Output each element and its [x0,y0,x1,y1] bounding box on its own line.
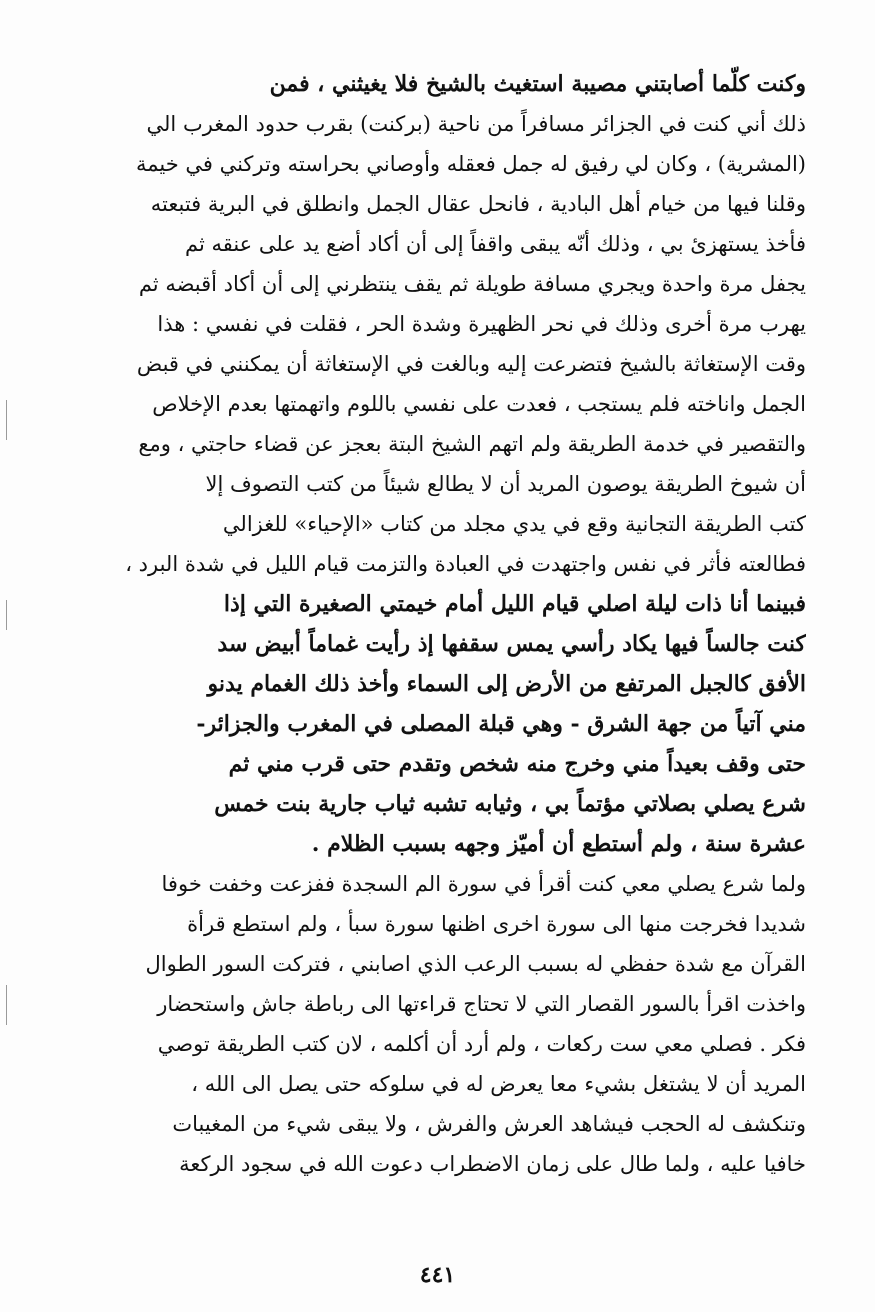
text-line: عشرة سنة ، ولم أستطع أن أميّز وجهه بسبب الظلام . [311,831,806,857]
text-line: فكر . فصلي معي ست ركعات ، ولم أرد أن أكلمه ، لان كتب الطريقة توصي [157,1032,806,1056]
page-number: ٤٤١ [419,1262,456,1288]
body-text [78,64,806,1184]
text-line: كنت جالساً فيها يكاد رأسي يمس سقفها إذ رأيت غماماً أبيض سد [217,631,806,657]
text-line: ولما شرع يصلي معي كنت أقرأ في سورة الم السجدة ففزعت وخفت خوفا [161,872,806,896]
text-line: مني آتياً من جهة الشرق - وهي قبلة المصلى في المغرب والجزائر- [196,711,806,737]
text-line: وكنت كلّما أصابتني مصيبة استغيث بالشيخ فلا يغيثني ، فمن [269,71,806,97]
text-line: وتنكشف له الحجب فيشاهد العرش والفرش ، ولا يبقى شيء من المغيبات [172,1112,806,1136]
text-line: شرع يصلي بصلاتي مؤتماً بي ، وثيابه تشبه ثياب جارية بنت خمس [214,791,806,817]
text-line: والتقصير في خدمة الطريقة ولم اتهم الشيخ البتة بعجز عن قضاء حاجتي ، ومع [138,432,806,456]
text-line: واخذت اقرأ بالسور القصار التي لا تحتاج قراءتها الى رباطة جاش واستحضار [157,992,806,1016]
text-line: الأفق كالجبل المرتفع من الأرض إلى السماء وأخذ ذلك الغمام يدنو [207,671,806,697]
text-line: أن شيوخ الطريقة يوصون المريد أن لا يطالع شيئاً من كتب التصوف إلا [205,472,806,496]
scan-margin-mark [6,600,7,630]
text-line: ذلك أني كنت في الجزائر مسافراً من ناحية (بركنت) بقرب حدود المغرب الي [146,112,806,136]
text-line: فطالعته فأثر في نفس واجتهدت في العبادة والتزمت قيام الليل في شدة البرد ، [125,552,806,576]
scan-margin-mark [6,400,7,440]
text-line: وقلنا فيها من خيام أهل البادية ، فانحل عقال الجمل وانطلق في البرية فتبعته [150,192,806,216]
text-line: خافيا عليه ، ولما طال على زمان الاضطراب دعوت الله في سجود الركعة [179,1152,806,1176]
text-line: (المشرية) ، وكان لي رفيق له جمل فعقله وأوصاني بحراسته وتركني في خيمة [135,152,806,176]
text-line: فأخذ يستهزئ بي ، وذلك أنّه يبقى واقفاً إلى أن أكاد أضع يد على عنقه ثم [184,232,806,256]
text-line: الجمل واناخته فلم يستجب ، فعدت على نفسي باللوم واتهمتها بعدم الإخلاص [152,392,806,416]
text-line: فبينما أنا ذات ليلة اصلي قيام الليل أمام خيمتي الصغيرة التي إذا [223,591,806,617]
text-line: وقت الإستغاثة بالشيخ فتضرعت إليه وبالغت في الإستغاثة أن يمكنني في قبض [136,352,806,376]
text-line: حتى وقف بعيداً مني وخرج منه شخص وتقدم حتى قرب مني ثم [228,751,806,777]
text-line: المريد أن لا يشتغل بشيء معا يعرض له في سلوكه حتى يصل الى الله ، [191,1072,806,1096]
text-line: يهرب مرة أخرى وذلك في نحر الظهيرة وشدة الحر ، فقلت في نفسي : هذا [157,312,806,336]
text-line: يجفل مرة واحدة ويجري مسافة طويلة ثم يقف ينتظرني إلى أن أكاد أقبضه ثم [138,272,806,296]
scan-margin-mark [6,985,7,1025]
text-line: كتب الطريقة التجانية وقع في يدي مجلد من كتاب «الإحياء» للغزالي [222,512,806,536]
text-line: القرآن مع شدة حفظي له بسبب الرعب الذي اصابني ، فتركت السور الطوال [145,952,806,976]
text-line: شديدا فخرجت منها الى سورة اخرى اظنها سورة سبأ ، ولم استطع قرأة [187,912,806,936]
